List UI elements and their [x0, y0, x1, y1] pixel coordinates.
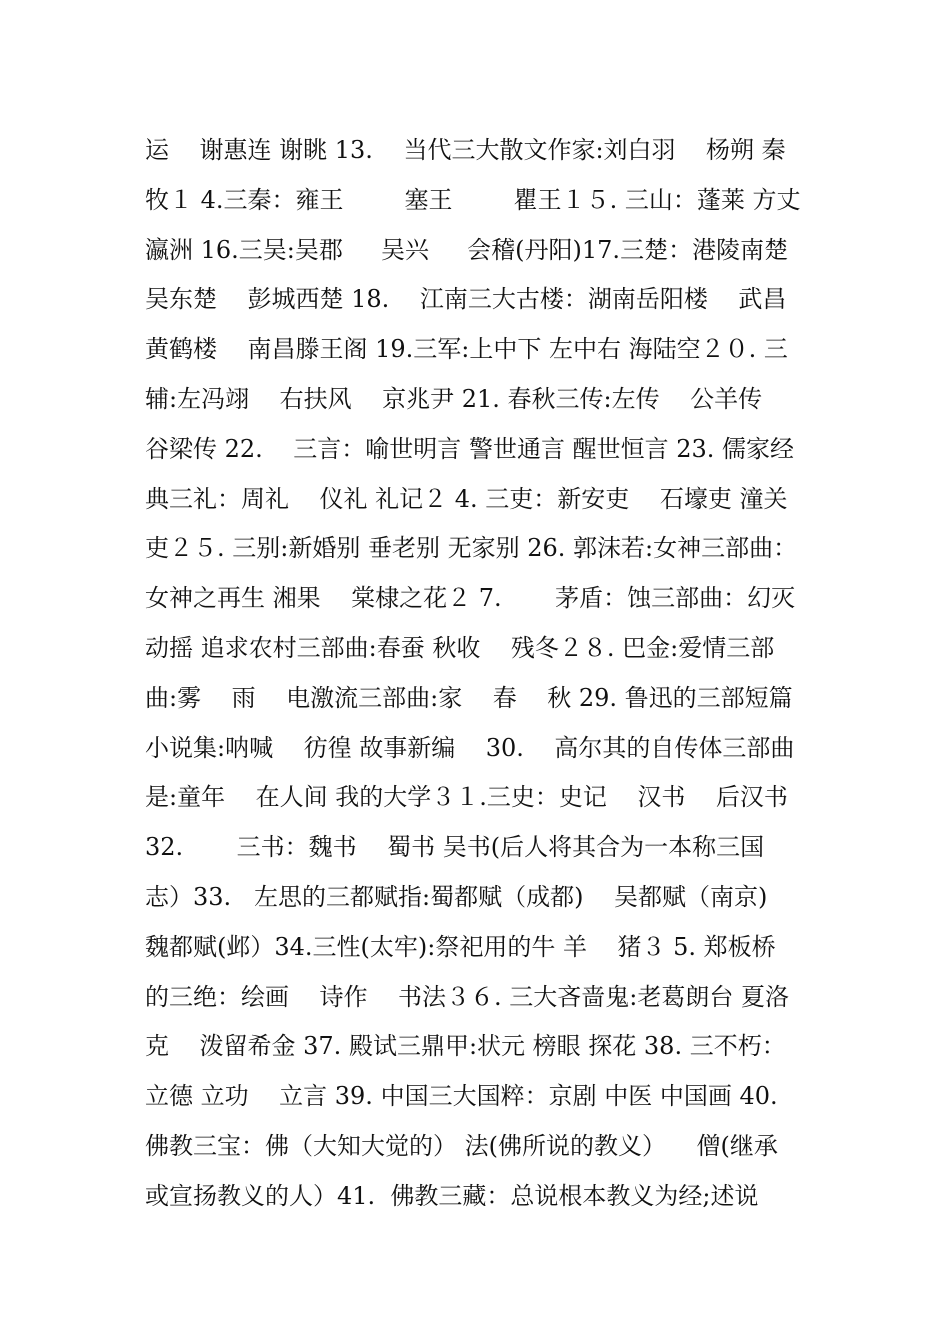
text-line: 吏２５. 三别:新婚别 垂老别 无家别 26. 郭沫若:女神三部曲：	[145, 534, 798, 563]
text-line: 克 泼留希金 37. 殿试三鼎甲:状元 榜眼 探花 38. 三不朽：	[145, 1032, 786, 1061]
text-line: 志）33. 左思的三都赋指:蜀都赋（成都) 吴都赋（南京)	[145, 882, 768, 911]
text-line: 瀛洲 16.三吴:吴郡 吴兴 会稽(丹阳)17.三楚：港陵南楚	[145, 235, 789, 264]
text-line: 牧１ 4.三秦：雍王 塞王 瞿王１５. 三山：蓬莱 方丈	[145, 185, 801, 214]
text-line: 曲:雾 雨 电激流三部曲:家 春 秋 29. 鲁迅的三部短篇	[145, 683, 793, 712]
text-line: 运 谢惠连 谢眺 13. 当代三大散文作家:刘白羽 杨朔 秦	[145, 136, 786, 164]
text-line: 辅:左冯翊 右扶风 京兆尹 21. 春秋三传:左传 公羊传	[145, 384, 763, 413]
text-line: 动摇 追求农村三部曲:春蚕 秋收 残冬２８. 巴金:爱情三部	[145, 633, 775, 662]
text-line: 魏都赋(邺）34.三性(太牢):祭祀用的牛 羊 猪３ 5. 郑板桥	[145, 932, 776, 961]
text-line: 佛教三宝：佛（大知大觉的） 法(佛所说的教义） 僧(继承	[145, 1131, 778, 1160]
body-text	[145, 126, 825, 1222]
text-line: 黄鹤楼 南昌滕王阁 19.三军:上中下 左中右 海陆空２０. 三	[145, 335, 788, 364]
text-line: 32. 三书：魏书 蜀书 吴书(后人将其合为一本称三国	[145, 833, 765, 862]
text-line: 吴东楚 彭城西楚 18. 江南三大古楼：湖南岳阳楼 武昌	[145, 285, 787, 314]
text-line: 是:童年 在人间 我的大学３１.三史：史记 汉书 后汉书	[145, 783, 788, 812]
text-line: 立德 立功 立言 39. 中国三大国粹：京剧 中医 中国画 40.	[145, 1082, 778, 1111]
text-line: 小说集:呐喊 彷徨 故事新编 30. 高尔其的自传体三部曲	[145, 733, 795, 762]
text-line: 谷梁传 22. 三言：喻世明言 警世通言 醒世恒言 23. 儒家经	[145, 434, 794, 463]
text-line: 女神之再生 湘果 棠棣之花２ 7. 茅盾：蚀三部曲：幻灭	[145, 584, 796, 613]
text-line: 或宣扬教义的人）41. 佛教三藏：总说根本教义为经;述说	[145, 1181, 759, 1210]
text-line: 的三绝：绘画 诗作 书法３６. 三大吝啬鬼:老葛朗台 夏洛	[145, 982, 790, 1011]
text-line: 典三礼：周礼 仪礼 礼记２ 4. 三吏：新安吏 石壕吏 潼关	[145, 484, 788, 513]
